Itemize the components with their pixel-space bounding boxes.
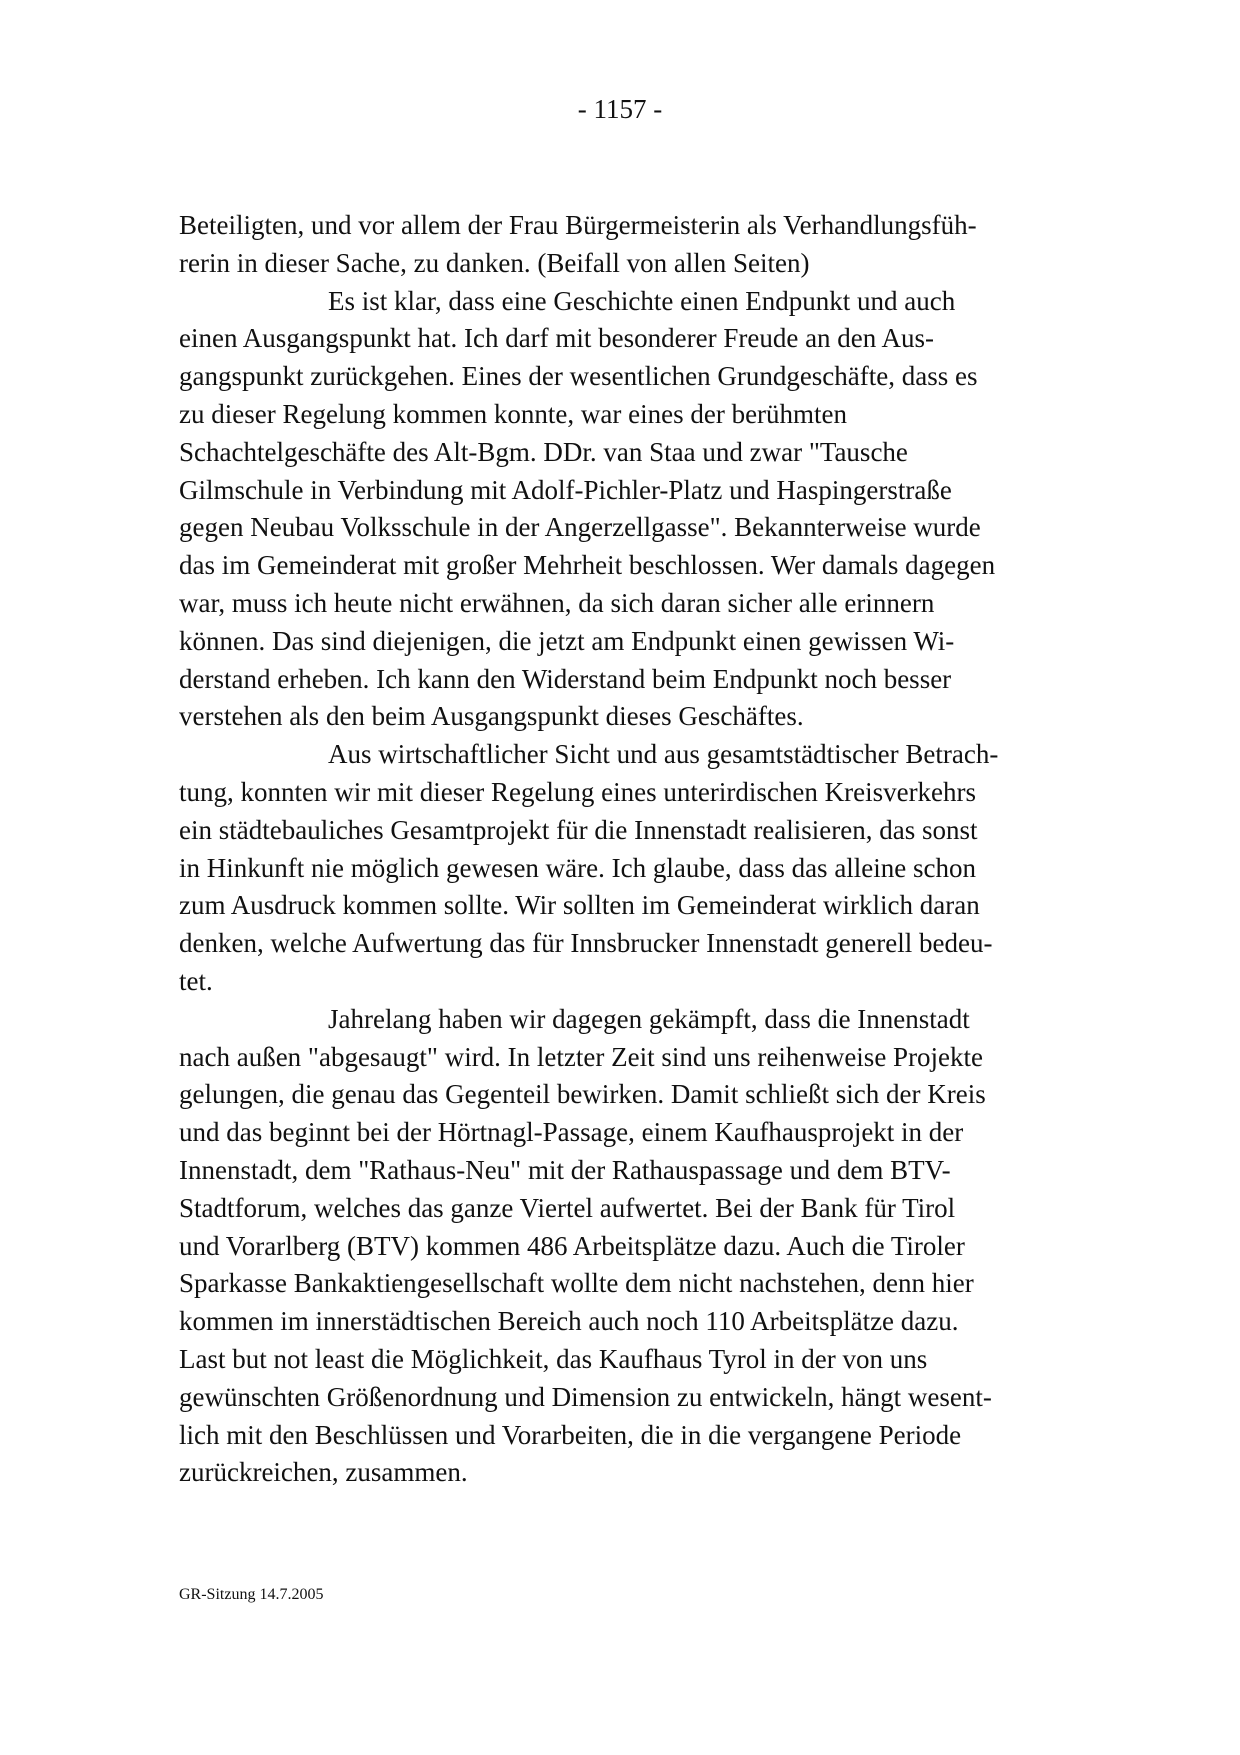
text-line: das im Gemeinderat mit großer Mehrheit beschlossen. Wer damals dagegen [179, 550, 996, 581]
text-line: und das beginnt bei der Hörtnagl-Passage, einem Kaufhausprojekt in der [179, 1117, 964, 1148]
text-line: gelungen, die genau das Gegenteil bewirken. Damit schließt sich der Kreis [179, 1079, 986, 1110]
text-line: derstand erheben. Ich kann den Widerstand beim Endpunkt noch besser [179, 663, 952, 694]
footer-session-date: GR-Sitzung 14.7.2005 [179, 1586, 324, 1603]
text-line: Innenstadt, dem "Rathaus-Neu" mit der Rathauspassage und dem BTV- [179, 1154, 951, 1185]
text-line: einen Ausgangspunkt hat. Ich darf mit besonderer Freude an den Aus- [179, 323, 935, 354]
page-number: - 1157 - [577, 94, 663, 124]
text-line: tet. [179, 965, 213, 996]
text-line: kommen im innerstädtischen Bereich auch noch 110 Arbeitsplätze dazu. [179, 1306, 959, 1337]
text-line: Sparkasse Bankaktiengesellschaft wollte dem nicht nachstehen, denn hier [179, 1268, 974, 1299]
text-line: denken, welche Aufwertung das für Innsbrucker Innenstadt generell bedeu- [179, 928, 993, 959]
paragraph-start-line: Es ist klar, dass eine Geschichte einen Endpunkt und auch [328, 285, 956, 316]
text-line: Beteiligten, und vor allem der Frau Bürgermeisterin als Verhandlungsfüh- [179, 210, 977, 240]
text-line: Schachtelgeschäfte des Alt-Bgm. DDr. van Staa und zwar "Tausche [179, 436, 908, 467]
text-line: gangspunkt zurückgehen. Eines der wesentlichen Grundgeschäfte, dass es [179, 361, 978, 392]
paragraph-start-line: Aus wirtschaftlicher Sicht und aus gesamtstädtischer Betrach- [328, 739, 999, 770]
text-line: zum Ausdruck kommen sollte. Wir sollten im Gemeinderat wirklich daran [179, 890, 980, 921]
text-line: können. Das sind diejenigen, die jetzt am Endpunkt einen gewissen Wi- [179, 625, 955, 656]
text-line: rerin in dieser Sache, zu danken. (Beifall von allen Seiten) [179, 247, 810, 278]
text-line: in Hinkunft nie möglich gewesen wäre. Ich glaube, dass das alleine schon [179, 852, 977, 883]
paragraph-start-line: Jahrelang haben wir dagegen gekämpft, dass die Innenstadt [328, 1003, 970, 1034]
text-line: tung, konnten wir mit dieser Regelung eines unterirdischen Kreisverkehrs [179, 776, 977, 807]
text-line: zurückreichen, zusammen. [179, 1457, 468, 1488]
text-line: und Vorarlberg (BTV) kommen 486 Arbeitsplätze dazu. Auch die Tiroler [179, 1230, 965, 1261]
text-line: gegen Neubau Volksschule in der Angerzellgasse". Bekannterweise wurde [179, 512, 981, 543]
text-line: nach außen "abgesaugt" wird. In letzter Zeit sind uns reihenweise Projekte [179, 1041, 984, 1072]
text-line: war, muss ich heute nicht erwähnen, da sich daran sicher alle erinnern [179, 587, 935, 618]
body-text [179, 207, 1079, 1492]
text-line: Stadtforum, welches das ganze Viertel aufwertet. Bei der Bank für Tirol [179, 1192, 956, 1223]
text-line: gewünschten Größenordnung und Dimension zu entwickeln, hängt wesent- [179, 1381, 992, 1412]
text-line: Last but not least die Möglichkeit, das Kaufhaus Tyrol in der von uns [179, 1343, 928, 1374]
text-line: ein städtebauliches Gesamtprojekt für die Innenstadt realisieren, das sonst [179, 814, 978, 845]
text-line: Gilmschule in Verbindung mit Adolf-Pichler-Platz und Haspingerstraße [179, 474, 952, 505]
text-line: lich mit den Beschlüssen und Vorarbeiten, die in die vergangene Periode [179, 1419, 962, 1450]
text-line: zu dieser Regelung kommen konnte, war eines der berühmten [179, 398, 848, 429]
text-line: verstehen als den beim Ausgangspunkt dieses Geschäftes. [179, 701, 804, 732]
